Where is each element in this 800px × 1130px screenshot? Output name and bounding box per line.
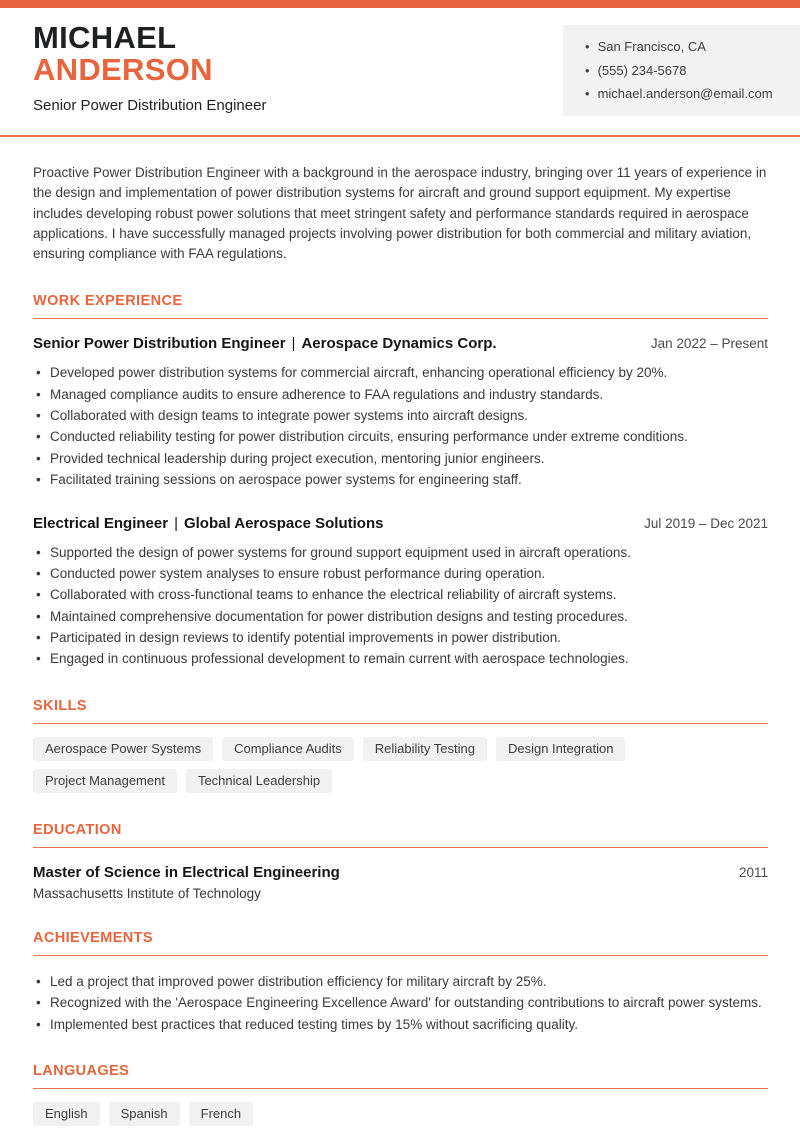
contact-phone: • (555) 234-5678 — [585, 59, 786, 83]
language-tag: French — [189, 1102, 253, 1126]
achievements-bullet-list — [33, 972, 768, 1034]
job-role: Senior Power Distribution Engineer — [33, 335, 286, 353]
job-company: Aerospace Dynamics Corp. — [301, 335, 497, 353]
job-role: Electrical Engineer — [33, 514, 169, 532]
job-title — [33, 515, 383, 532]
job-bullet: • Developed power distribution systems for commercial aircraft, enhancing operational efficiency by 20%. — [33, 363, 768, 383]
job-title — [33, 335, 497, 352]
job-bullet: • Conducted power system analyses to ensure robust performance during operation. — [33, 564, 768, 584]
degree-name: Master of Science in Electrical Engineering — [33, 864, 340, 882]
skills-tag-list — [33, 737, 768, 793]
skill-tag: Compliance Audits — [222, 737, 354, 761]
section-work-experience — [33, 293, 768, 669]
education-header — [33, 864, 768, 881]
skill-tag: Reliability Testing — [363, 737, 487, 761]
contact-card — [563, 25, 800, 116]
skill-tag: Aerospace Power Systems — [33, 737, 213, 761]
skill-tag: Technical Leadership — [186, 769, 332, 793]
skills-section-divider — [33, 723, 768, 724]
work-section-divider — [33, 318, 768, 319]
job-bullet: • Participated in design reviews to identify potential improvements in power distribution. — [33, 628, 768, 648]
education-entry — [33, 864, 768, 901]
job-dates: Jul 2019 – Dec 2021 — [644, 515, 768, 531]
languages-section-divider — [33, 1088, 768, 1089]
job-header — [33, 515, 768, 532]
school-name: Massachusetts Institute of Technology — [33, 886, 261, 902]
contact-email: • michael.anderson@email.com — [585, 82, 786, 106]
summary-paragraph: Proactive Power Distribution Engineer with a background in the aerospace industry, bringing over 11 years of experience in the design and implementation of power distribution systems for aircraft and ground support equipment. My expertise includes developing robust power solutions that meet stringent safety and performance standards required in aerospace applications. I have successfully managed projects involving power distribution for both commercial and military aviation, ensuring compliance with FAA regulations. — [33, 165, 767, 262]
job-title-separator: | — [174, 514, 178, 532]
job-bullet: • Maintained comprehensive documentation for power distribution designs and testing procedures. — [33, 607, 768, 627]
contact-location: • San Francisco, CA — [585, 35, 786, 59]
header-divider — [0, 135, 800, 137]
top-accent-bar — [0, 0, 800, 8]
job-bullet: • Supported the design of power systems for ground support equipment used in aircraft operations. — [33, 543, 768, 563]
graduation-year: 2011 — [738, 865, 768, 881]
achievements-section-divider — [33, 955, 768, 956]
job-entry — [33, 335, 768, 489]
section-achievements — [33, 930, 768, 1034]
language-tag: English — [33, 1102, 100, 1126]
job-bullet: • Provided technical leadership during project execution, mentoring junior engineers. — [33, 449, 768, 469]
job-header — [33, 335, 768, 352]
education-section-heading: EDUCATION — [33, 822, 122, 839]
skill-tag: Project Management — [33, 769, 177, 793]
education-section-divider — [33, 847, 768, 848]
job-bullet: • Managed compliance audits to ensure adherence to FAA regulations and industry standards. — [33, 385, 768, 405]
job-list — [33, 335, 768, 669]
achievement-bullet: • Led a project that improved power distribution efficiency for military aircraft by 25%. — [33, 972, 768, 992]
job-title-separator: | — [291, 335, 296, 353]
job-bullet-list — [33, 363, 768, 489]
job-bullet: • Conducted reliability testing for power distribution circuits, ensuring performance under extreme conditions. — [33, 427, 768, 447]
achievement-bullet: • Recognized with the 'Aerospace Engineering Excellence Award' for outstanding contributions to aircraft power systems. — [33, 993, 768, 1013]
resume-header — [0, 8, 800, 135]
skill-tag: Design Integration — [496, 737, 626, 761]
job-bullet: • Collaborated with design teams to integrate power systems into aircraft designs. — [33, 406, 768, 426]
languages-tag-list — [33, 1102, 768, 1126]
skills-section-heading: SKILLS — [33, 698, 87, 715]
section-languages — [33, 1063, 768, 1126]
job-bullet: • Facilitated training sessions on aerospace power systems for engineering staff. — [33, 470, 768, 490]
section-education — [33, 822, 768, 901]
job-company: Global Aerospace Solutions — [183, 514, 384, 532]
languages-section-heading: LANGUAGES — [33, 1063, 130, 1080]
work-section-heading: WORK EXPERIENCE — [33, 293, 183, 310]
job-bullet: • Collaborated with cross-functional teams to enhance the electrical reliability of aircraft systems. — [33, 585, 768, 605]
language-tag: Spanish — [109, 1102, 180, 1126]
job-dates: Jan 2022 – Present — [650, 336, 768, 352]
professional-title: Senior Power Distribution Engineer — [33, 97, 267, 114]
job-entry — [33, 515, 768, 669]
last-name: ANDERSON — [33, 52, 213, 87]
achievement-bullet: • Implemented best practices that reduced testing times by 15% without sacrificing quality. — [33, 1015, 768, 1035]
section-skills — [33, 698, 768, 793]
job-bullet-list — [33, 543, 768, 669]
first-name: MICHAEL — [33, 20, 177, 55]
resume-body — [0, 163, 800, 1126]
job-bullet: • Engaged in continuous professional development to remain current with aerospace technologies. — [33, 649, 768, 669]
achievements-section-heading: ACHIEVEMENTS — [33, 930, 154, 947]
